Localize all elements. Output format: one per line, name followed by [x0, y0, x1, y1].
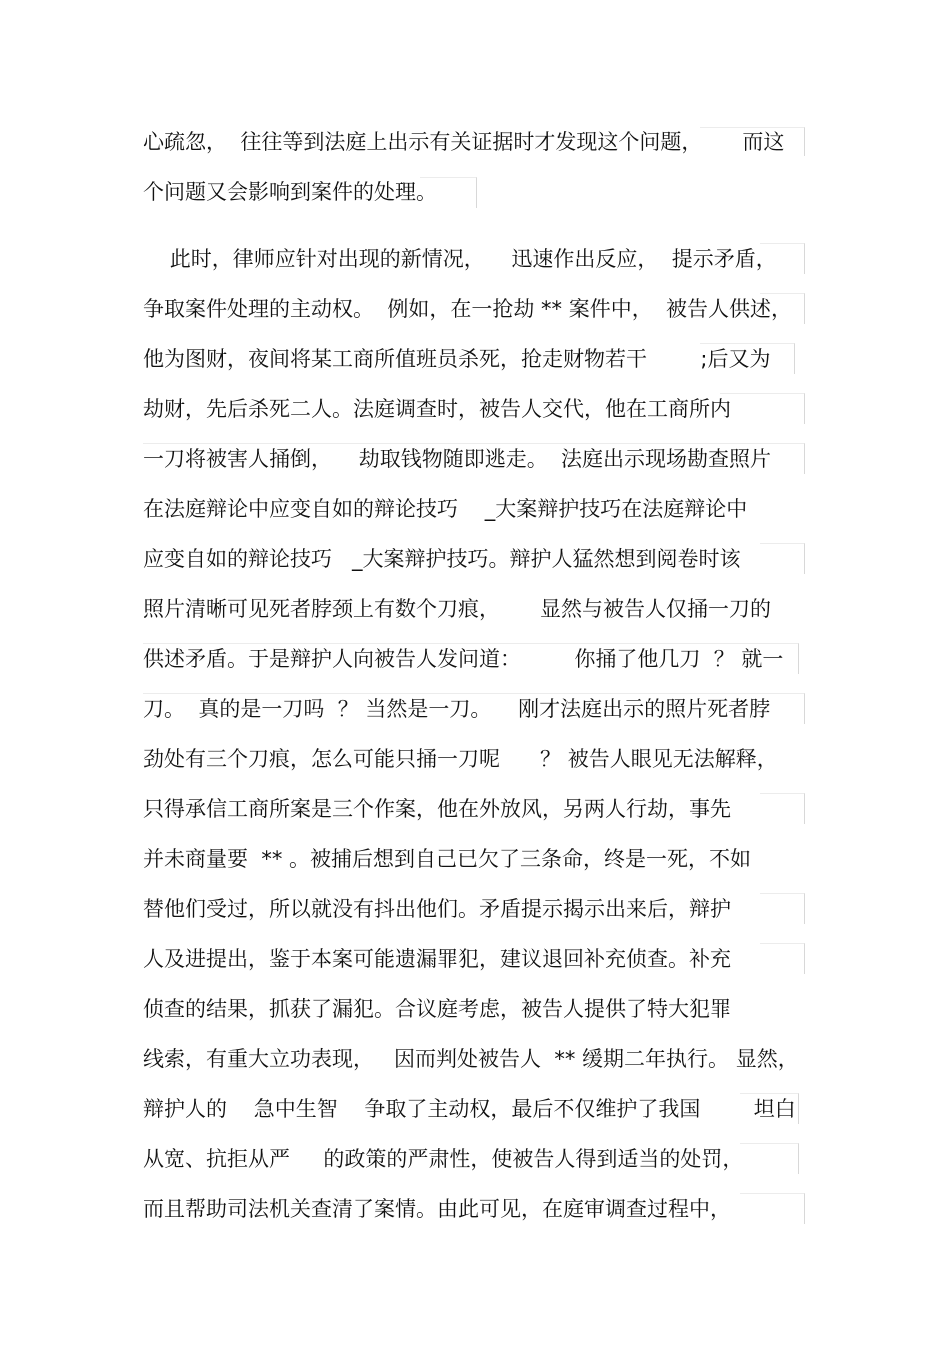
text-line: 线索，有重大立功表现， 因而判处被告人 ** 缓期二年执行。 显然，	[143, 1047, 799, 1071]
text-line: 一刀将被害人捅倒， 劫取钱物随即逃走。 法庭出示现场勘查照片	[143, 447, 772, 471]
text-line: 照片清晰可见死者脖颈上有数个刀痕， 显然与被告人仅捅一刀的	[143, 597, 772, 621]
text-line: 替他们受过，所以就没有抖出他们。矛盾提示揭示出来后，辩护	[143, 897, 731, 921]
text-line: 劲处有三个刀痕，怎么可能只捅一刀呢 ？ 被告人眼见无法解释，	[143, 747, 778, 771]
text-line: 而且帮助司法机关查清了案情。由此可见，在庭审调查过程中，	[143, 1197, 731, 1221]
text-line: 并未商量要 ** 。被捕后想到自己已欠了三条命，终是一死，不如	[143, 847, 752, 871]
text-line: 刀。 真的是一刀吗 ？ 当然是一刀。 刚才法庭出示的照片死者脖	[143, 697, 771, 721]
text-line: 争取案件处理的主动权。 例如，在一抢劫 ** 案件中， 被告人供述，	[143, 297, 793, 321]
text-line: 供述矛盾。于是辩护人向被告人发问道： 你捅了他几刀 ？ 就一	[143, 647, 784, 671]
text-line: 只得承信工商所案是三个作案，他在外放风，另两人行劫，事先	[143, 797, 731, 821]
text-line: 劫财，先后杀死二人。法庭调查时，被告人交代，他在工商所内	[143, 397, 731, 421]
text-line: 他为图财，夜间将某工商所值班员杀死，抢走财物若干 ;后又为	[143, 347, 771, 371]
text-line: 个问题又会影响到案件的处理。	[143, 180, 437, 204]
text-line: 在法庭辩论中应变自如的辩论技巧 _大案辩护技巧在法庭辩论中	[143, 497, 748, 521]
text-line: 此时，律师应针对出现的新情况， 迅速作出反应， 提示矛盾，	[143, 247, 777, 271]
text-line: 辩护人的 急中生智 争取了主动权，最后不仅维护了我国 坦白	[143, 1097, 796, 1121]
text-line: 应变自如的辩论技巧 _大案辩护技巧。辩护人猛然想到阅卷时该	[143, 547, 741, 571]
text-line: 侦查的结果，抓获了漏犯。合议庭考虑，被告人提供了特大犯罪	[143, 997, 731, 1021]
text-line: 心疏忽， 往往等到法庭上出示有关证据时才发现这个问题， 而这	[143, 130, 785, 154]
text-line: 人及进提出，鉴于本案可能遗漏罪犯，建议退回补充侦查。补充	[143, 947, 731, 971]
text-line: 从宽、抗拒从严 的政策的严肃性，使被告人得到适当的处罚，	[143, 1147, 744, 1171]
